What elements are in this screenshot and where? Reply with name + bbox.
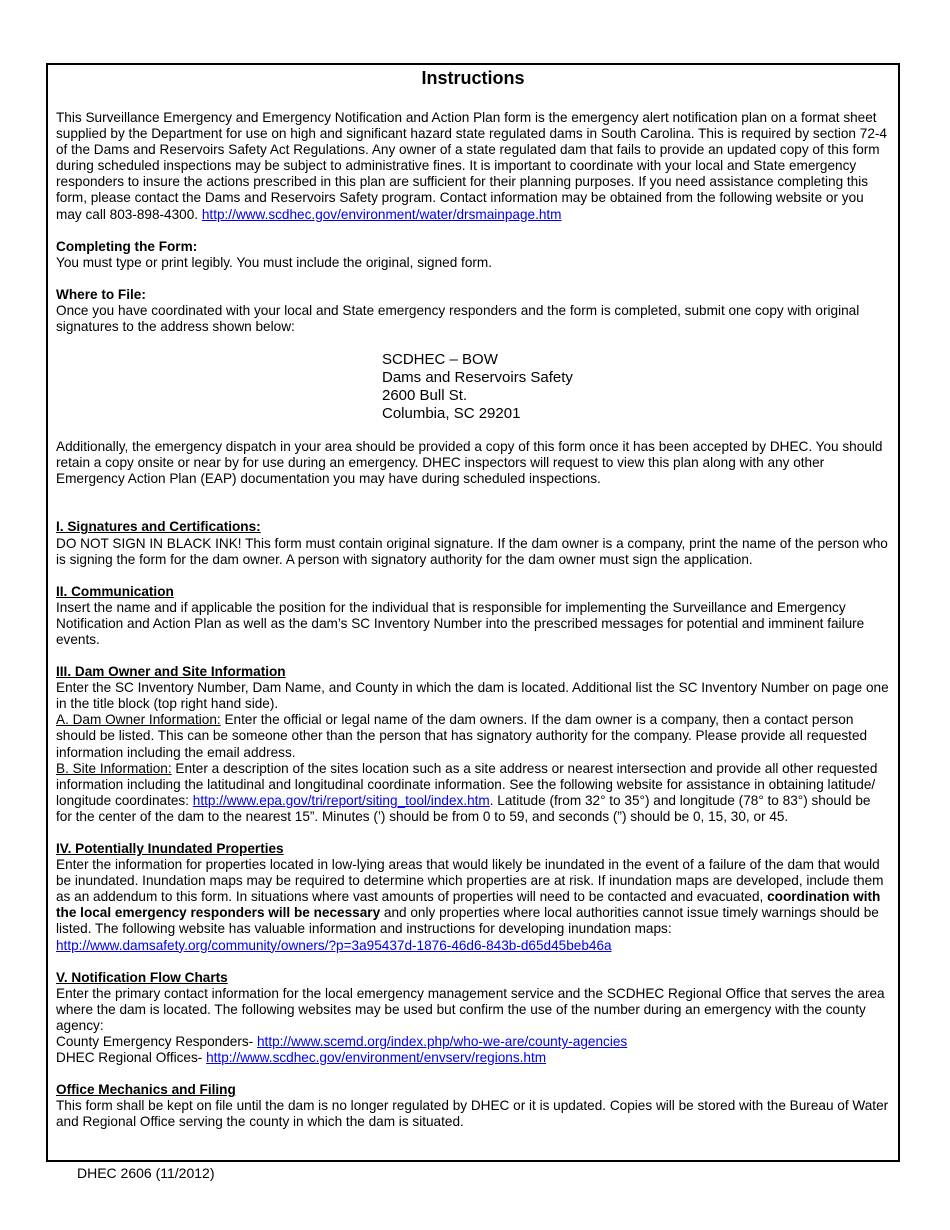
- section4-text1: Enter the information for properties located in low-lying areas that would likely be inundated in the event of a failure of the dam that would be inundated. Inundation maps may be required to determine which properties are at risk. If inundation maps are developed, include them as an addendum to this form. In situations where vast amounts of properties will need to be contacted and evacuated,: [56, 857, 884, 905]
- epa-siting-tool-link[interactable]: http://www.epa.gov/tri/report/siting_tool/index.htm: [192, 792, 490, 808]
- county-responders-row: [56, 1034, 890, 1050]
- section4-bold: coordination with the local emergency responders will be necessary: [56, 889, 881, 921]
- section3-heading: III. Dam Owner and Site Information: [56, 664, 286, 680]
- where-to-file-text: Once you have coordinated with your local and State emergency responders and the form is completed, submit one copy with original signatures to the address shown below:: [56, 302, 860, 335]
- section2-text: Insert the name and if applicable the position for the individual that is responsible for implementing the Surveillance and Emergency Notification and Action Plan as well as the dam’s SC Inventory Number into the prescribed messages for potential and imminent failure events.: [56, 599, 865, 647]
- section3-b-paragraph: [56, 761, 890, 825]
- instructions-frame: [46, 63, 900, 1162]
- section4-heading: IV. Potentially Inundated Properties: [56, 841, 284, 856]
- completing-heading: Completing the Form:: [56, 238, 198, 254]
- section3-b-text2: . Latitude (from 32° to 35°) and longitude (78° to 83°) should be for the center of the dam to the nearest 15”. Minutes (’) should be from 0 to 59, and seconds (”) should be 0, 15, 30, or 45.: [56, 792, 871, 824]
- county-responders-label: County Emergency Responders-: [56, 1034, 257, 1050]
- section3-a-label: A. Dam Owner Information:: [56, 712, 221, 728]
- completing-text: You must type or print legibly. You must include the original, signed form.: [56, 254, 493, 270]
- section3-text: Enter the SC Inventory Number, Dam Name, and County in which the dam is located. Additional list the SC Inventory Number on page one in the title block (top right hand side).: [56, 680, 889, 712]
- address-line: SCDHEC – BOW: [382, 351, 498, 369]
- dhec-regions-link[interactable]: http://www.scdhec.gov/environment/envserv/regions.htm: [206, 1050, 547, 1066]
- drs-main-link[interactable]: http://www.scdhec.gov/environment/water/drsmainpage.htm: [201, 206, 562, 222]
- intro-text: This Surveillance Emergency and Emergency Notification and Action Plan form is the emergency alert notification plan on a format sheet supplied by the Department for use on high and significant hazard state regulated dams in South Carolina. This is required by section 72-4 of the Dams and Reservoirs Safety Act Regulations. Any owner of a state regulated dam that fails to provide an updated copy of this form during scheduled inspections may be subject to administrative fines. It is important to coordinate with your local and State emergency responders to insure the actions prescribed in this plan are sufficient for their planning purposes. If you need assistance completing this form, please contact the Dams and Reservoirs Safety program. Contact information may be obtained from the following website or you may call 803-898-4300.: [56, 110, 887, 222]
- dhec-regional-label: DHEC Regional Offices-: [56, 1050, 207, 1066]
- section6-text: This form shall be kept on file until the dam is no longer regulated by DHEC or it is updated. Copies will be stored with the Bureau of Water and Regional Office serving the county in which the dam is situated.: [56, 1098, 889, 1130]
- intro-paragraph: [56, 110, 890, 223]
- address-line: Columbia, SC 29201: [382, 405, 521, 423]
- additional-text: Additionally, the emergency dispatch in your area should be provided a copy of this form once it has been accepted by DHEC. You should retain a copy onsite or near by for use during an emergency. DHEC inspectors will request to view this plan along with any other Emergency Action Plan (EAP) documentation you may have during scheduled inspections.: [56, 439, 883, 487]
- form-number-footer: DHEC 2606 (11/2012): [77, 1165, 215, 1181]
- section1-text: DO NOT SIGN IN BLACK INK! This form must contain original signature. If the dam owner is a company, print the name of the person who is signing the form for the dam owner. A person with signatory authority for the dam owner must sign the application.: [56, 535, 888, 567]
- section4-paragraph: [56, 857, 890, 937]
- mailing-address: [382, 351, 890, 423]
- address-line: Dams and Reservoirs Safety: [382, 369, 573, 387]
- page-title: Instructions: [421, 68, 525, 88]
- section3-a-paragraph: [56, 712, 890, 760]
- scemd-county-link[interactable]: http://www.scemd.org/index.php/who-we-are/county-agencies: [256, 1034, 628, 1050]
- dhec-regional-row: [56, 1050, 890, 1066]
- section3-a-text: Enter the official or legal name of the dam owners. If the dam owner is a company, then a contact person should be listed. This can be someone other than the person that has signatory authority for the company. Please provide all requested information including the email address.: [56, 712, 868, 760]
- section4-link-row: [56, 938, 890, 954]
- where-to-file-heading: Where to File:: [56, 286, 146, 302]
- section4-text2: and only properties where local authorities cannot issue timely warnings should be listed. The following website has valuable information and instructions for developing inundation maps:: [56, 905, 879, 937]
- damsafety-link[interactable]: http://www.damsafety.org/community/owners/?p=3a95437d-1876-46d6-843b-d65d45beb46a: [56, 937, 612, 953]
- section6-heading: Office Mechanics and Filing: [56, 1082, 236, 1098]
- section5-text: Enter the primary contact information for the local emergency management service and the SCDHEC Regional Office that serves the area where the dam is located. The following websites may be used but confirm the use of the number during an emergency with the county agency:: [56, 985, 885, 1033]
- section2-heading: II. Communication: [56, 583, 174, 599]
- section5-heading: V. Notification Flow Charts: [56, 969, 228, 985]
- section3-b-text: Enter a description of the sites location such as a site address or nearest intersection and provide all other requested information including the latitudinal and longitudinal coordinate information. See the following website for assistance in obtaining latitude/ longitude coordinates:: [56, 760, 878, 808]
- section1-heading: I. Signatures and Certifications:: [56, 519, 261, 535]
- section3-b-label: B. Site Information:: [56, 760, 172, 776]
- instructions-content: [56, 65, 890, 1131]
- address-line: 2600 Bull St.: [382, 387, 468, 405]
